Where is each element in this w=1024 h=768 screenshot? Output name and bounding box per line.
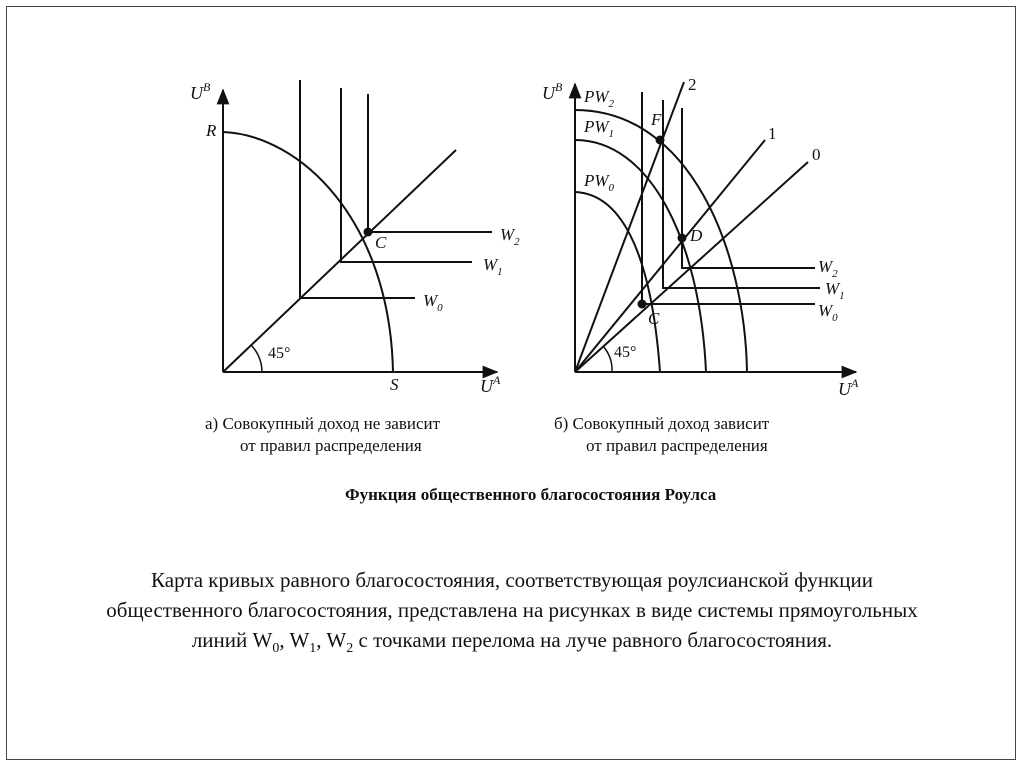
panel-b-label-w2: $W_2$ bbox=[818, 257, 838, 280]
panel-a-label-r: R bbox=[206, 121, 217, 140]
panel-b-caption-line1: б) Совокупный доход зависит bbox=[554, 414, 770, 433]
panel-a-point-c bbox=[364, 228, 373, 237]
figure-title: Функция общественного благосостояния Роулса bbox=[345, 485, 717, 504]
description-line-2: общественного благосостояния, представлена на рисунках в виде системы прямоугольных bbox=[106, 598, 918, 622]
panel-b-x-axis-label: $U^A$ bbox=[838, 376, 859, 399]
description-line-1: Карта кривых равного благосостояния, соответствующая роулсианской функции bbox=[151, 568, 873, 592]
panel-a-angle-arc bbox=[251, 345, 262, 372]
panel-b-label-w1: $W_1$ bbox=[825, 279, 845, 302]
panel-a-label-w2: $W_2$ bbox=[500, 225, 520, 248]
panel-b-ray-2-label: 2 bbox=[688, 75, 697, 94]
panel-b-point-c bbox=[638, 300, 647, 309]
panel-a-diagram bbox=[223, 80, 497, 372]
panel-a-label-c: C bbox=[375, 233, 387, 252]
panel-b-ray-1-label: 1 bbox=[768, 124, 777, 143]
panel-a-x-axis-label: $U^A$ bbox=[480, 373, 501, 396]
panel-a-w2-line bbox=[368, 94, 492, 232]
panel-b-diagram bbox=[575, 82, 856, 372]
panel-a-angle-label: 45° bbox=[268, 345, 291, 362]
panel-a-caption-line1: а) Совокупный доход не зависит bbox=[205, 414, 441, 433]
panel-b-point-f bbox=[656, 136, 665, 145]
panel-b-label-pw0: $PW_0$ bbox=[584, 171, 615, 194]
panel-a-y-axis-label: $U^B$ bbox=[190, 80, 211, 103]
panel-a-label-w0: $W_0$ bbox=[423, 291, 443, 314]
panel-b-angle-label: 45° bbox=[614, 344, 637, 361]
panel-a-label-s: S bbox=[390, 375, 399, 394]
panel-b-label-c: C bbox=[648, 309, 660, 328]
panel-a-label-w1: $W_1$ bbox=[483, 255, 503, 278]
panel-a-w0-line bbox=[300, 80, 415, 298]
panel-b-label-f: F bbox=[651, 110, 662, 129]
panel-b-ray-0-label: 0 bbox=[812, 145, 821, 164]
panel-b-point-d bbox=[678, 234, 687, 243]
panel-b-label-w0: $W_0$ bbox=[818, 301, 838, 324]
panel-b-y-axis-label: $U^B$ bbox=[542, 80, 563, 103]
panel-a-caption-line2: от правил распределения bbox=[240, 436, 422, 455]
panel-b-label-d: D bbox=[690, 226, 703, 245]
panel-b-angle-arc bbox=[603, 346, 612, 372]
panel-b-label-pw1: $PW_1$ bbox=[584, 117, 615, 140]
description-line-3: линий $W_0$, $W_1$, $W_2$ с точками перелома на луче равного благосостояния. bbox=[191, 628, 833, 657]
panel-b-caption-line2: от правил распределения bbox=[586, 436, 768, 455]
description-text bbox=[30, 565, 994, 664]
panel-b-w1-line bbox=[663, 100, 820, 288]
panel-b-label-pw2: $PW_2$ bbox=[584, 87, 615, 110]
